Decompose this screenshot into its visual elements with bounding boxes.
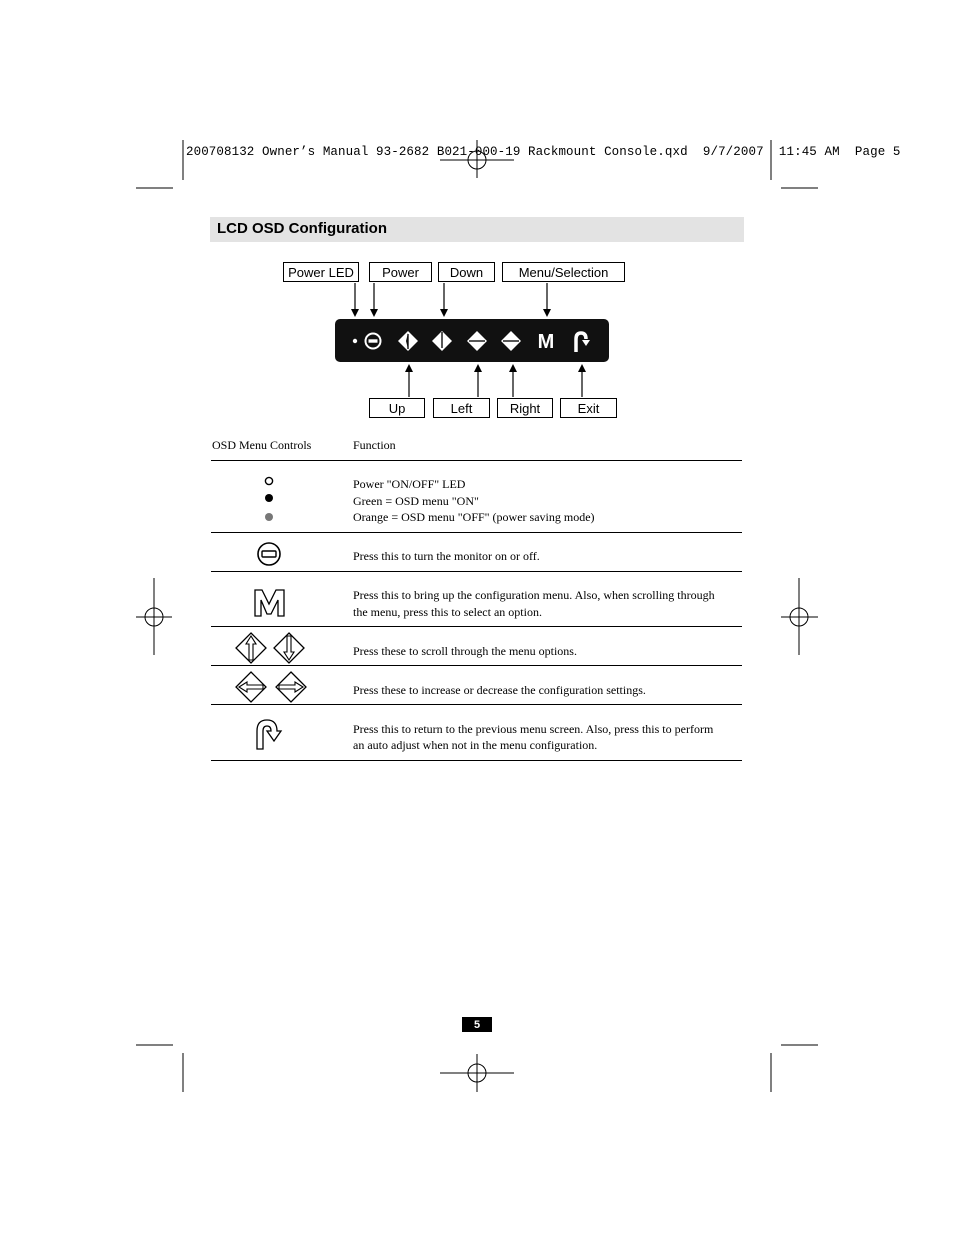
callout-exit: Exit — [560, 398, 617, 418]
row-exit-line-1: Press this to return to the previous menu screen. Also, press this to perform — [353, 722, 714, 736]
row-adjust-text: Press these to increase or decrease the configuration settings. — [353, 683, 646, 697]
table-rule — [211, 571, 742, 572]
up-down-arrows-icon — [234, 631, 314, 665]
print-slug: 200708132 Owner’s Manual 93-2682 B021-000-19 Rackmount Console.qxd 9/7/2007 11:45 AM Page 5 — [186, 145, 901, 159]
left-right-arrows-icon — [234, 670, 314, 704]
section-title: LCD OSD Configuration — [217, 220, 387, 237]
menu-m-icon — [253, 588, 287, 618]
panel-led-icon — [353, 339, 357, 343]
row-scroll-text: Press these to scroll through the menu options. — [353, 644, 577, 658]
callout-up: Up — [369, 398, 425, 418]
callout-right: Right — [497, 398, 553, 418]
table-header-function: Function — [353, 438, 396, 452]
row-led-line-1: Power "ON/OFF" LED — [353, 477, 466, 491]
table-rule — [211, 665, 742, 666]
table-header-controls: OSD Menu Controls — [212, 438, 312, 452]
callout-left: Left — [433, 398, 490, 418]
exit-arrow-icon — [253, 717, 287, 751]
table-rule — [211, 532, 742, 533]
callout-down: Down — [438, 262, 495, 282]
callout-menu-selection: Menu/Selection — [502, 262, 625, 282]
callout-power: Power — [369, 262, 432, 282]
table-rule — [211, 626, 742, 627]
page-number: 5 — [462, 1017, 492, 1032]
row-led-line-2: Green = OSD menu "ON" — [353, 494, 479, 508]
table-rule — [211, 704, 742, 705]
row-menu-line-2: the menu, press this to select an option. — [353, 605, 542, 619]
power-icon — [254, 539, 284, 569]
row-exit-line-2: an auto adjust when not in the menu configuration. — [353, 738, 598, 752]
table-rule — [211, 760, 742, 761]
control-panel-diagram — [0, 0, 954, 460]
led-dots-icon — [259, 474, 279, 524]
row-power-text: Press this to turn the monitor on or off. — [353, 549, 540, 563]
row-led-line-3: Orange = OSD menu "OFF" (power saving mode) — [353, 510, 595, 524]
row-menu-line-1: Press this to bring up the configuration menu. Also, when scrolling through — [353, 588, 715, 602]
callout-power-led: Power LED — [283, 262, 359, 282]
table-rule — [211, 460, 742, 461]
panel-menu-icon: M — [537, 331, 555, 353]
